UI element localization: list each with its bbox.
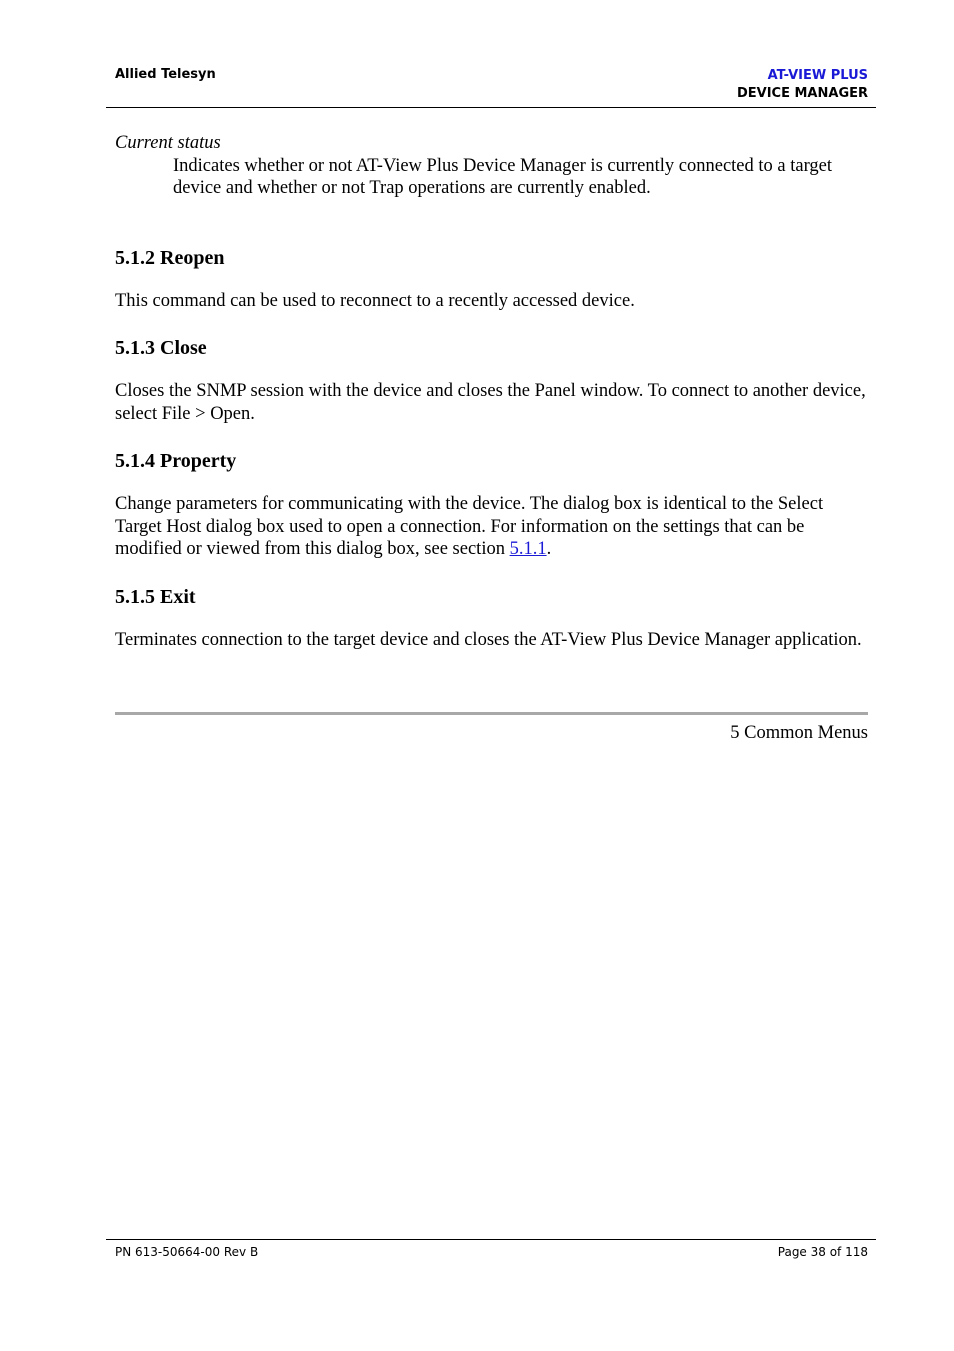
body-reopen: This command can be used to reconnect to a recently accessed device. <box>115 290 635 311</box>
body-close: Closes the SNMP session with the device and closes the Panel window. To connect to another device, select File > Open. <box>115 381 866 424</box>
body-property-text: Change parameters for communicating with the device. The dialog box is identical to the Select Target Host dialog box used to open a connection. For information on the settings that can be modified or viewed from this dialog box, see section <box>115 494 824 559</box>
header-rule <box>106 107 876 108</box>
body-exit: Terminates connection to the target device and closes the AT-View Plus Device Manager application. <box>115 629 862 650</box>
header-product-block <box>737 67 868 103</box>
heading-exit: 5.1.5 Exit <box>115 585 196 608</box>
page-content <box>115 132 870 651</box>
current-status-term: Current status <box>115 133 221 153</box>
body-property <box>115 493 870 561</box>
body-property-end: . <box>546 539 552 559</box>
header-subtitle: DEVICE MANAGER <box>736 86 868 101</box>
heading-close: 5.1.3 Close <box>115 337 207 359</box>
chapter-rule <box>115 712 868 715</box>
chapter-label: 5 Common Menus <box>730 723 868 743</box>
section-link-5-1-1[interactable]: 5.1.1 <box>509 539 547 559</box>
footer-rule <box>106 1239 876 1240</box>
header-company: Allied Telesyn <box>115 67 216 82</box>
heading-reopen: 5.1.2 Reopen <box>115 246 225 269</box>
footer-page-number: Page 38 of 118 <box>777 1245 868 1259</box>
current-status-description: Indicates whether or not AT-View Plus Device Manager is currently connected to a target device and whether or not Trap operations are currently enabled. <box>173 155 833 198</box>
heading-property: 5.1.4 Property <box>115 450 237 472</box>
header-product: AT-VIEW PLUS <box>767 68 868 83</box>
footer-part-number: PN 613-50664-00 Rev B <box>115 1245 259 1259</box>
